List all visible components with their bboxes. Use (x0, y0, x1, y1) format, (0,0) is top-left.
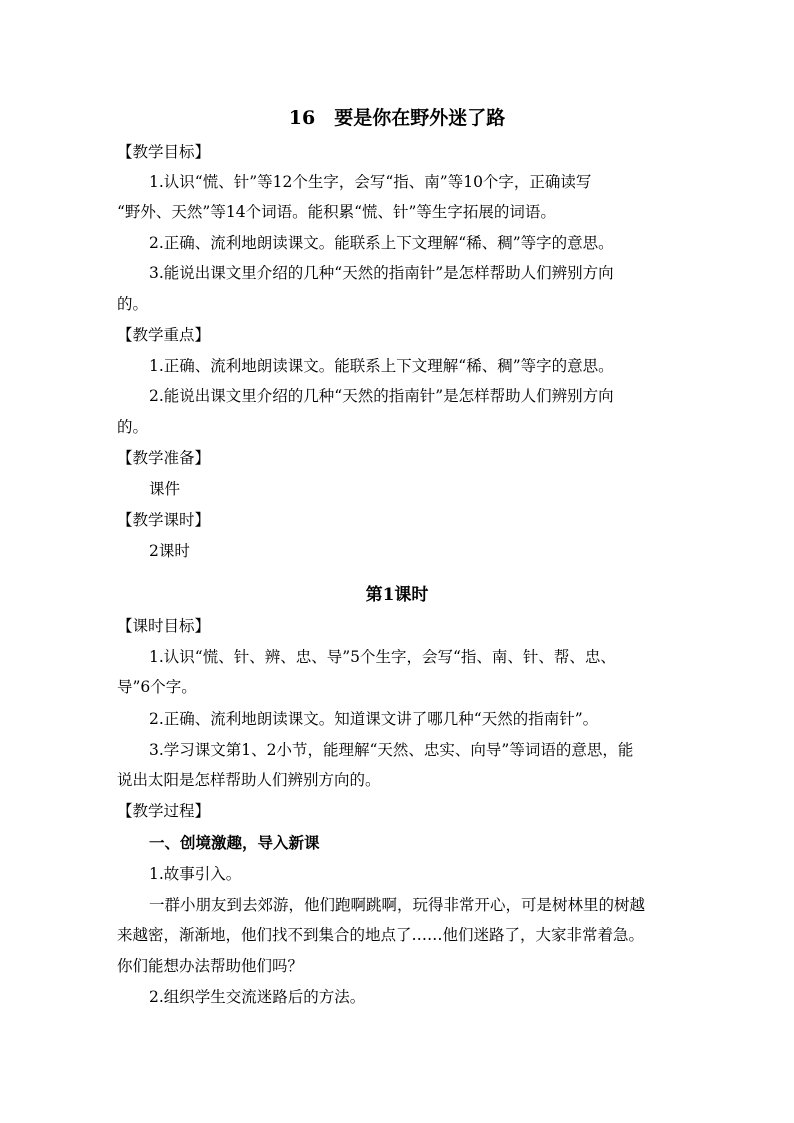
lesson1-goal-line: 2.正确、流利地朗读课文。知道课文讲了哪几种“天然的指南针”。 (149, 710, 599, 728)
step1-line: 2.组织学生交流迷路后的方法。 (149, 988, 366, 1006)
lesson1-goals-heading: 【课时目标】 (117, 617, 211, 635)
hours-heading: 【教学课时】 (117, 511, 211, 529)
lesson-title: 16 要是你在野外迷了路 (288, 107, 506, 129)
step1-line: 一群小朋友到去郊游，他们跑啊跳啊，玩得非常开心，可是树林里的树越 (149, 896, 646, 914)
keypoint-line: 的。 (117, 418, 149, 436)
lesson1-goal-line: 1.认识“慌、针、辨、忠、导”5个生字，会写“指、南、针、帮、忠、 (149, 648, 616, 666)
process-heading: 【教学过程】 (117, 802, 211, 820)
keypoint-line: 1.正确、流利地朗读课文。能联系上下文理解“稀、稠”等字的意思。 (149, 357, 614, 375)
goal-line: “野外、天然”等14个词语。能积累“慌、针”等生字拓展的词语。 (117, 203, 556, 221)
goal-line: 3.能说出课文里介绍的几种“天然的指南针”是怎样帮助人们辨别方向 (149, 264, 614, 282)
step1-line: 1.故事引入。 (149, 865, 242, 883)
goal-line: 的。 (117, 295, 149, 313)
keypoints-heading: 【教学重点】 (117, 326, 211, 344)
prep-heading: 【教学准备】 (117, 449, 211, 467)
goal-line: 1.认识“慌、针”等12个生字，会写“指、南”等10个字，正确读写 (149, 173, 592, 191)
step1-heading: 一、创境激趣，导入新课 (149, 833, 320, 852)
step1-line: 来越密，渐渐地，他们找不到集合的地点了……他们迷路了，大家非常着急。 (117, 926, 645, 944)
prep-text: 课件 (149, 480, 181, 498)
goal-line: 2.正确、流利地朗读课文。能联系上下文理解“稀、稠”等字的意思。 (149, 234, 614, 252)
hours-text: 2课时 (149, 542, 190, 560)
lesson1-title: 第1课时 (365, 585, 429, 605)
lesson1-goal-line: 3.学习课文第1、2小节，能理解“天然、忠实、向导”等词语的意思，能 (149, 741, 634, 759)
goals-heading: 【教学目标】 (117, 143, 211, 161)
step1-line: 你们能想办法帮助他们吗？ (117, 957, 304, 975)
lesson1-goal-line: 说出太阳是怎样帮助人们辨别方向的。 (117, 771, 381, 789)
keypoint-line: 2.能说出课文里介绍的几种“天然的指南针”是怎样帮助人们辨别方向 (149, 387, 614, 405)
lesson1-goal-line: 导”6个字。 (117, 678, 197, 696)
